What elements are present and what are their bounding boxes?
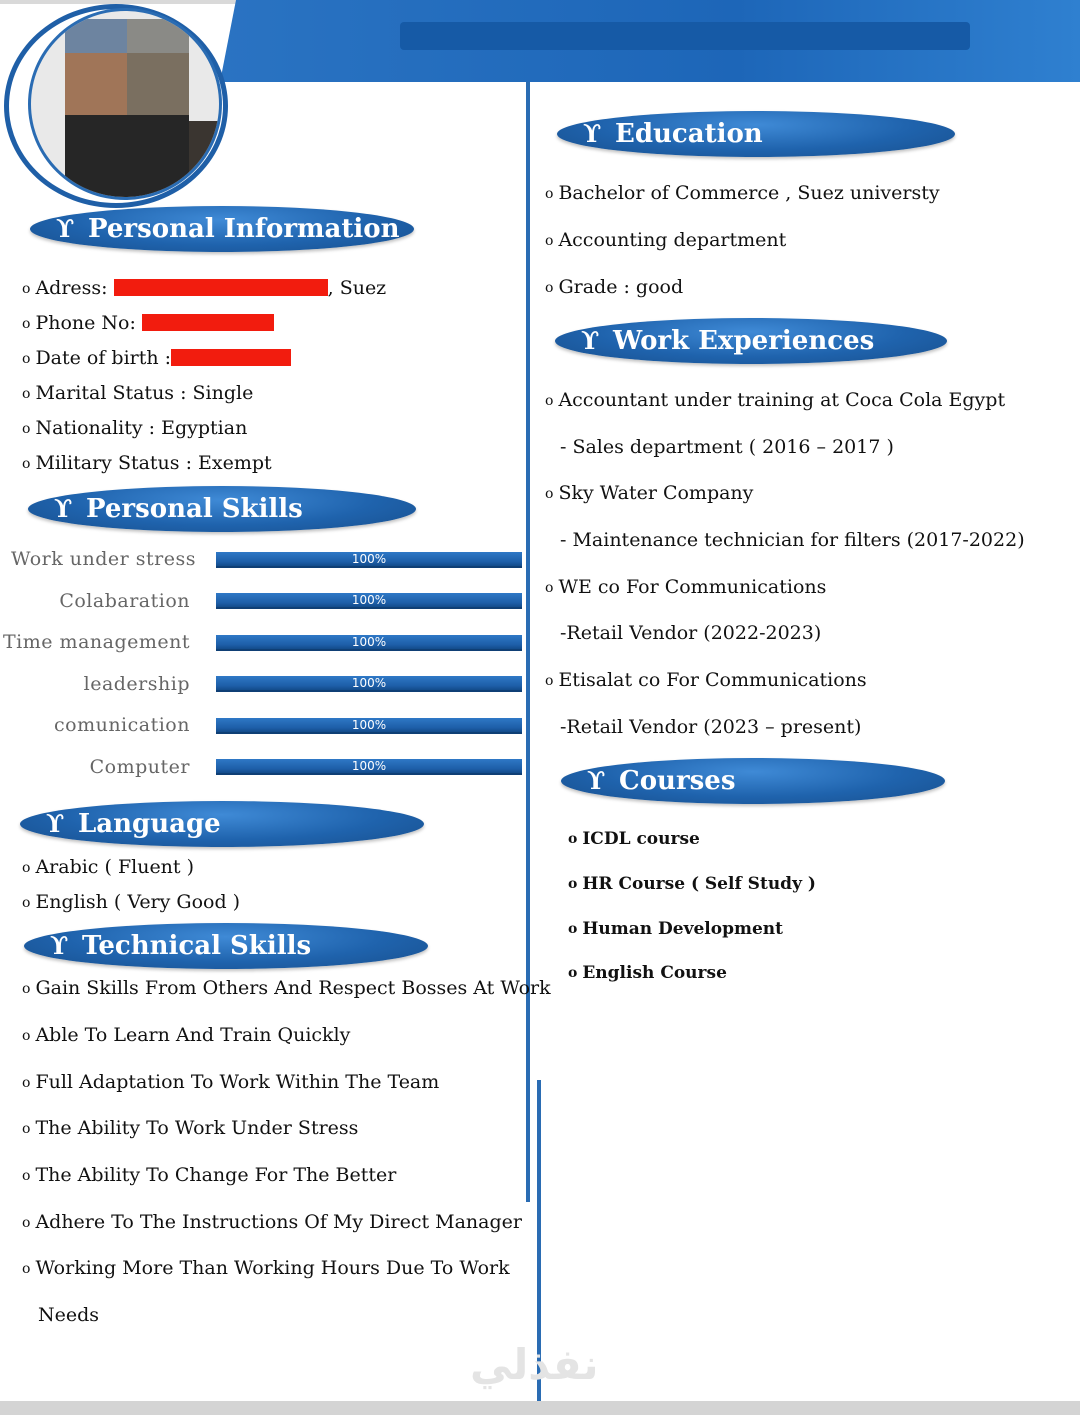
education-item: o Grade : good <box>545 276 684 298</box>
profile-photo <box>28 8 222 200</box>
work-detail: - Sales department ( 2016 – 2017 ) <box>560 436 894 458</box>
redacted-address <box>114 279 328 296</box>
military-status: o Military Status : Exempt <box>22 452 272 474</box>
skill-label: Computer <box>89 756 190 778</box>
skill-bar: 100% <box>216 676 522 692</box>
section-icon: ϒ <box>583 119 602 148</box>
course-item: o English Course <box>568 963 727 983</box>
work-detail: -Retail Vendor (2023 – present) <box>560 716 862 738</box>
bottom-strip <box>0 1401 1080 1415</box>
work-item: o Sky Water Company <box>545 482 754 504</box>
technical-skill-item: o Full Adaptation To Work Within The Team <box>22 1071 440 1093</box>
header-band-highlight <box>400 22 970 50</box>
course-item: o HR Course ( Self Study ) <box>568 874 816 894</box>
skill-label: comunication <box>53 714 190 736</box>
education-item: o Bachelor of Commerce , Suez universty <box>545 182 940 204</box>
redacted-dob <box>171 349 291 366</box>
section-heading-technical-skills: ϒ Technical Skills <box>24 923 428 969</box>
nationality: o Nationality : Egyptian <box>22 417 248 439</box>
watermark: نفذلي <box>470 1340 599 1389</box>
work-item: o Accountant under training at Coca Cola Egypt <box>545 389 1006 411</box>
section-icon: ϒ <box>56 214 75 243</box>
dob-line: o Date of birth : <box>22 347 291 369</box>
technical-skill-item: o Able To Learn And Train Quickly <box>22 1024 351 1046</box>
section-heading-courses: ϒ Courses <box>561 758 945 804</box>
skill-bar: 100% <box>216 552 522 568</box>
technical-skill-item: o Working More Than Working Hours Due To Work <box>22 1257 510 1279</box>
section-icon: ϒ <box>46 809 65 838</box>
skill-bar: 100% <box>216 718 522 734</box>
technical-skill-item: o Adhere To The Instructions Of My Direct Manager <box>22 1211 522 1233</box>
phone-line: o Phone No: <box>22 312 274 334</box>
technical-skill-continuation: Needs <box>38 1304 100 1326</box>
skill-bar: 100% <box>216 759 522 775</box>
skill-label: Work under stress <box>10 548 196 570</box>
section-icon: ϒ <box>587 766 606 795</box>
work-item: o WE co For Communications <box>545 576 827 598</box>
column-divider <box>526 82 530 1202</box>
section-heading-personal-skills: ϒ Personal Skills <box>28 486 416 532</box>
skill-bar: 100% <box>216 635 522 651</box>
language-item: o Arabic ( Fluent ) <box>22 856 195 878</box>
section-heading-personal-information: ϒ Personal Information <box>30 206 414 252</box>
section-icon: ϒ <box>54 494 73 523</box>
work-item: o Etisalat co For Communications <box>545 669 867 691</box>
technical-skill-item: o Gain Skills From Others And Respect Bosses At Work <box>22 977 551 999</box>
language-item: o English ( Very Good ) <box>22 891 241 913</box>
work-detail: - Maintenance technician for filters (2017-2022) <box>560 529 1025 551</box>
work-detail: -Retail Vendor (2022-2023) <box>560 622 822 644</box>
section-heading-work-experiences: ϒ Work Experiences <box>555 318 947 364</box>
redacted-phone <box>142 314 274 331</box>
section-icon: ϒ <box>581 326 600 355</box>
skill-label: Colabaration <box>59 590 190 612</box>
section-icon: ϒ <box>50 931 69 960</box>
section-heading-language: ϒ Language <box>20 801 424 847</box>
section-heading-education: ϒ Education <box>557 111 955 157</box>
technical-skill-item: o The Ability To Work Under Stress <box>22 1117 359 1139</box>
education-item: o Accounting department <box>545 229 787 251</box>
course-item: o Human Development <box>568 919 783 939</box>
marital-status: o Marital Status : Single <box>22 382 254 404</box>
address-line: o Adress: , Suez <box>22 277 387 299</box>
course-item: o ICDL course <box>568 829 700 849</box>
skill-bar: 100% <box>216 593 522 609</box>
technical-skill-item: o The Ability To Change For The Better <box>22 1164 397 1186</box>
skill-label: leadership <box>83 673 190 695</box>
skill-label: Time management <box>3 631 190 653</box>
